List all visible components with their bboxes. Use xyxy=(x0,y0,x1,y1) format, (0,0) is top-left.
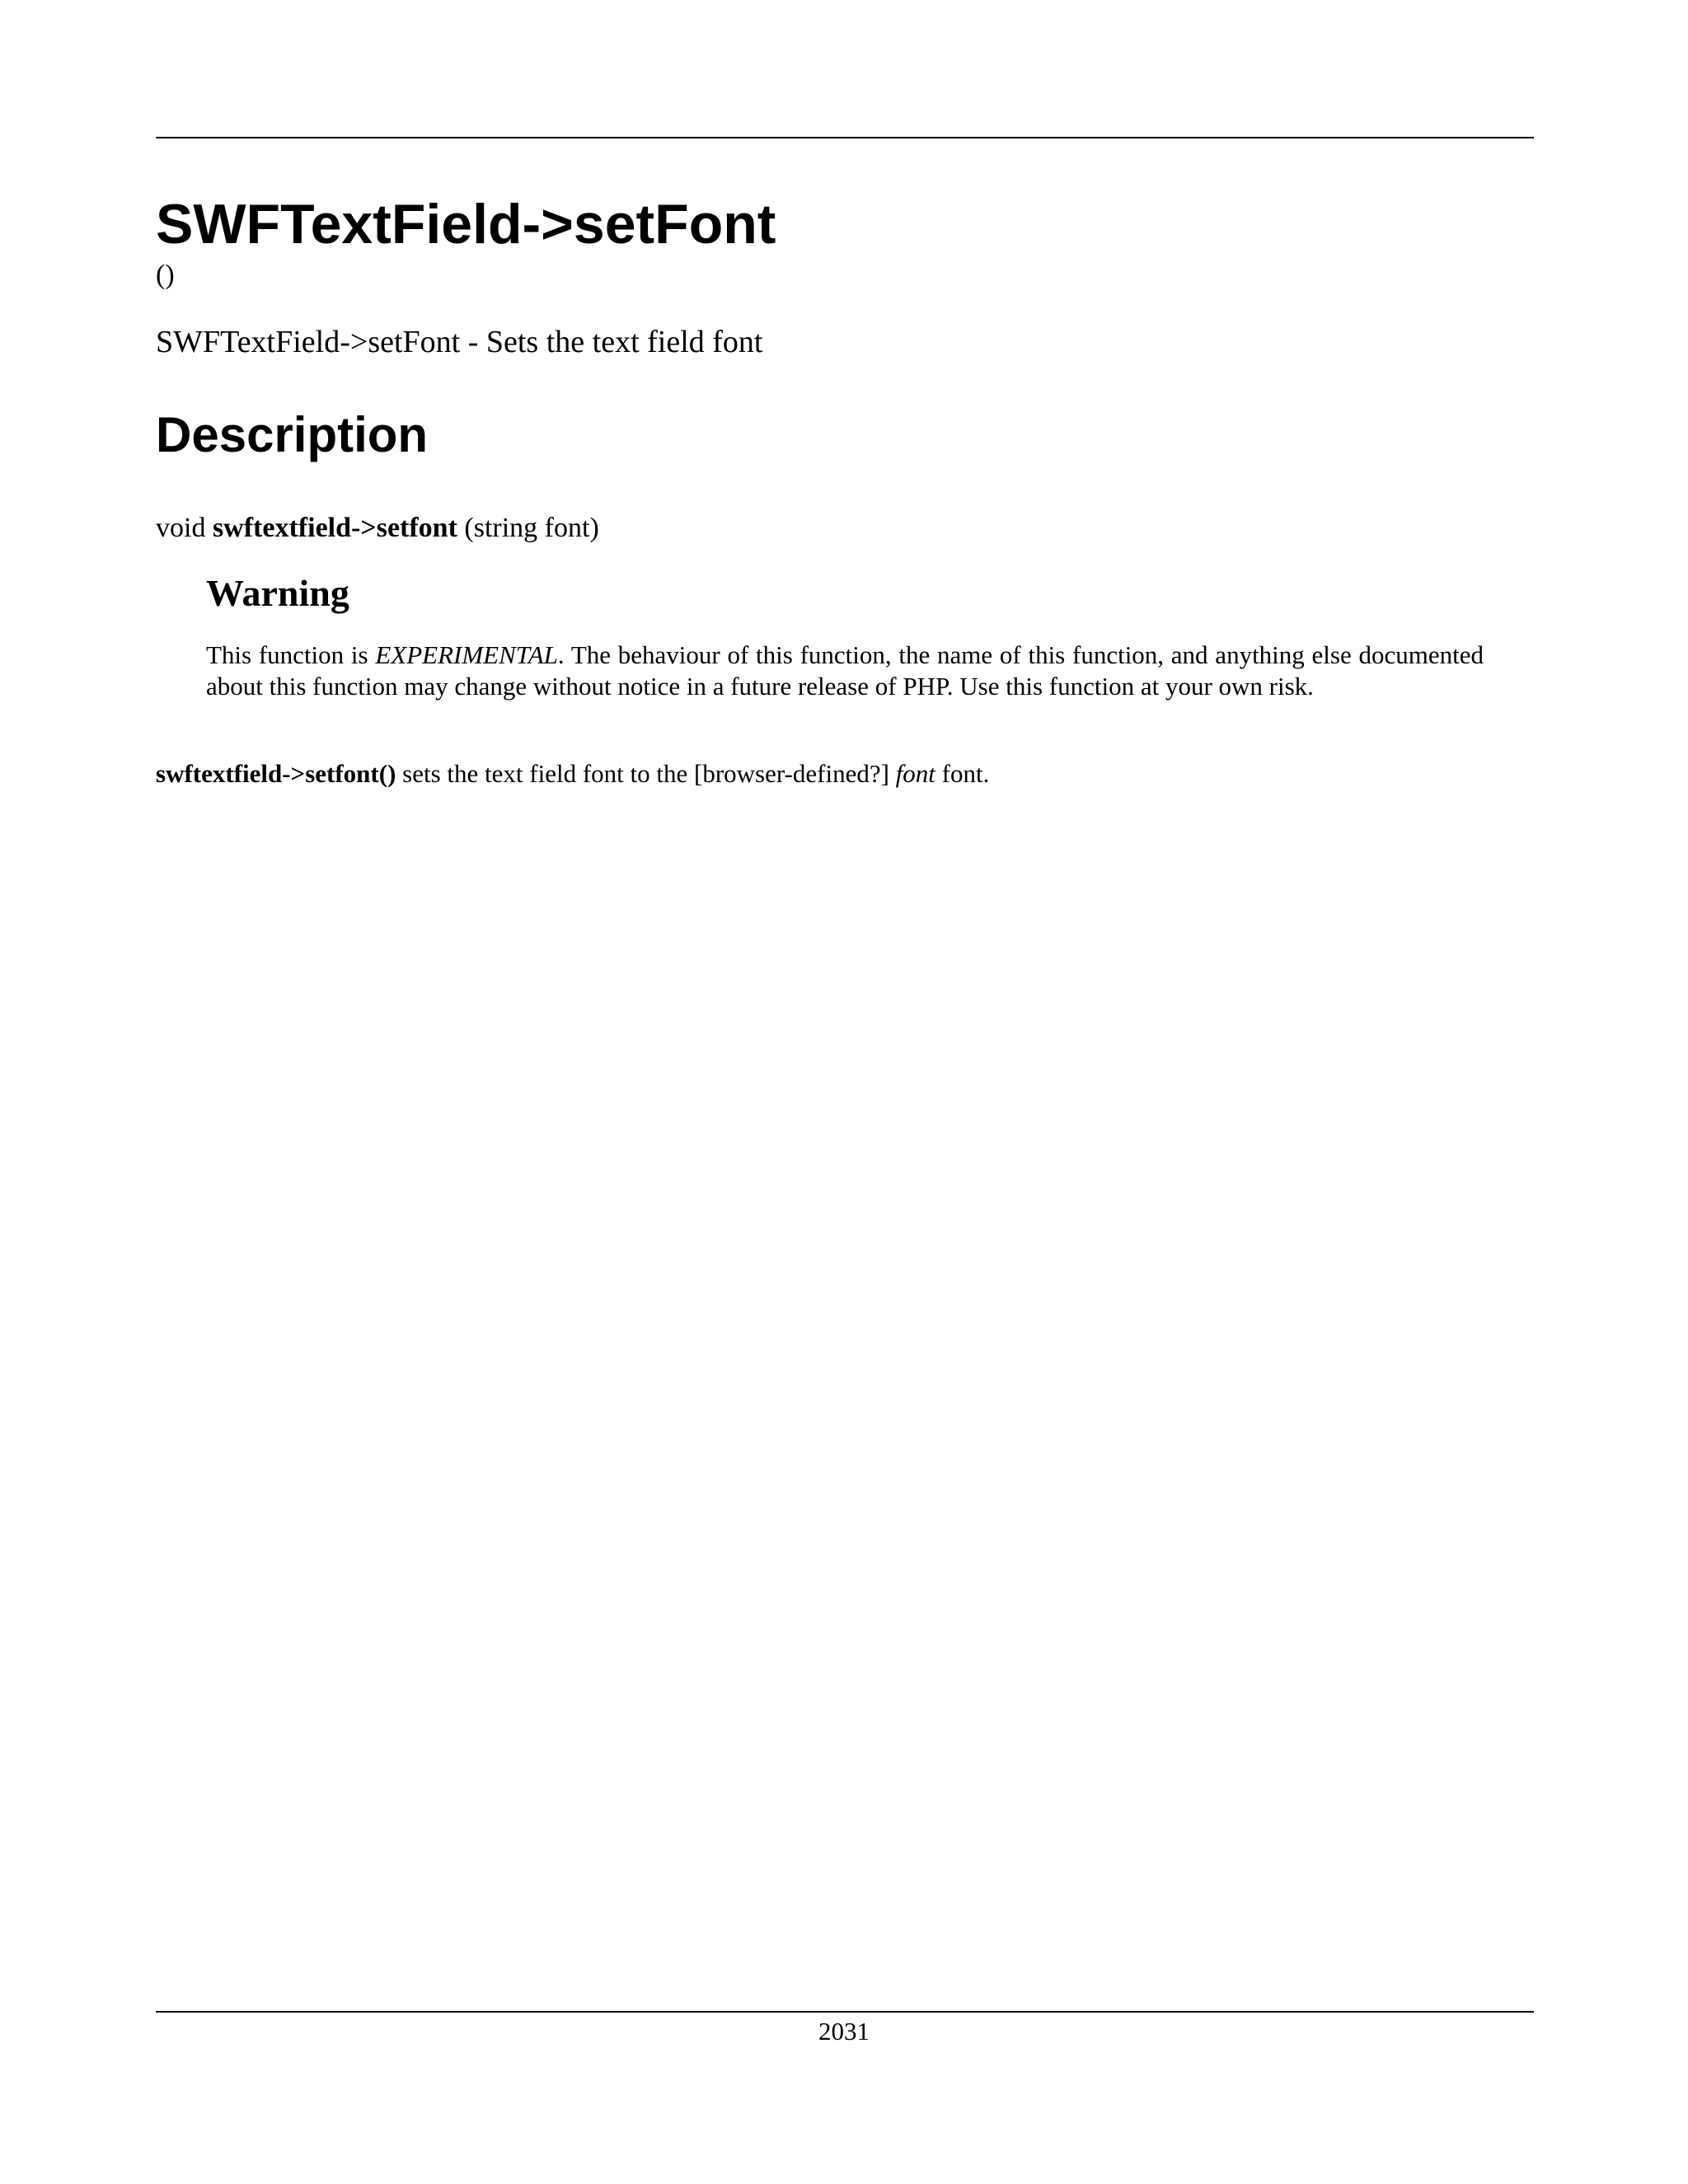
function-synopsis xyxy=(156,511,599,546)
synopsis-function-name: swftextfield->setfont xyxy=(212,513,457,543)
synopsis-return-type: void xyxy=(156,513,206,543)
body-text-before: sets the text field font to the [browser-defined?] xyxy=(402,759,889,788)
page-title: SWFTextField->setFont xyxy=(156,193,776,255)
body-param: font xyxy=(895,759,935,788)
warning-heading: Warning xyxy=(206,572,349,614)
title-parens: () xyxy=(156,260,175,290)
page-number: 2031 xyxy=(818,2017,870,2046)
description-heading: Description xyxy=(156,407,429,462)
warning-text-prefix: This function is xyxy=(206,640,368,669)
body-text-after: font. xyxy=(941,759,990,788)
warning-text-suffix: . The behaviour of this function, the name of this function, and anything else documented about this function may change without notice in a future release of PHP. Use this function at your own risk. xyxy=(206,640,1484,701)
body-function-ref: swftextfield->setfont() xyxy=(156,759,396,788)
body-paragraph xyxy=(156,758,1534,790)
warning-emphasis: EXPERIMENTAL xyxy=(375,640,558,669)
header-rule xyxy=(156,137,1534,138)
warning-text xyxy=(206,640,1484,702)
refpurpose-text: SWFTextField->setFont - Sets the text field font xyxy=(156,325,763,359)
synopsis-params: (string font) xyxy=(464,513,599,543)
